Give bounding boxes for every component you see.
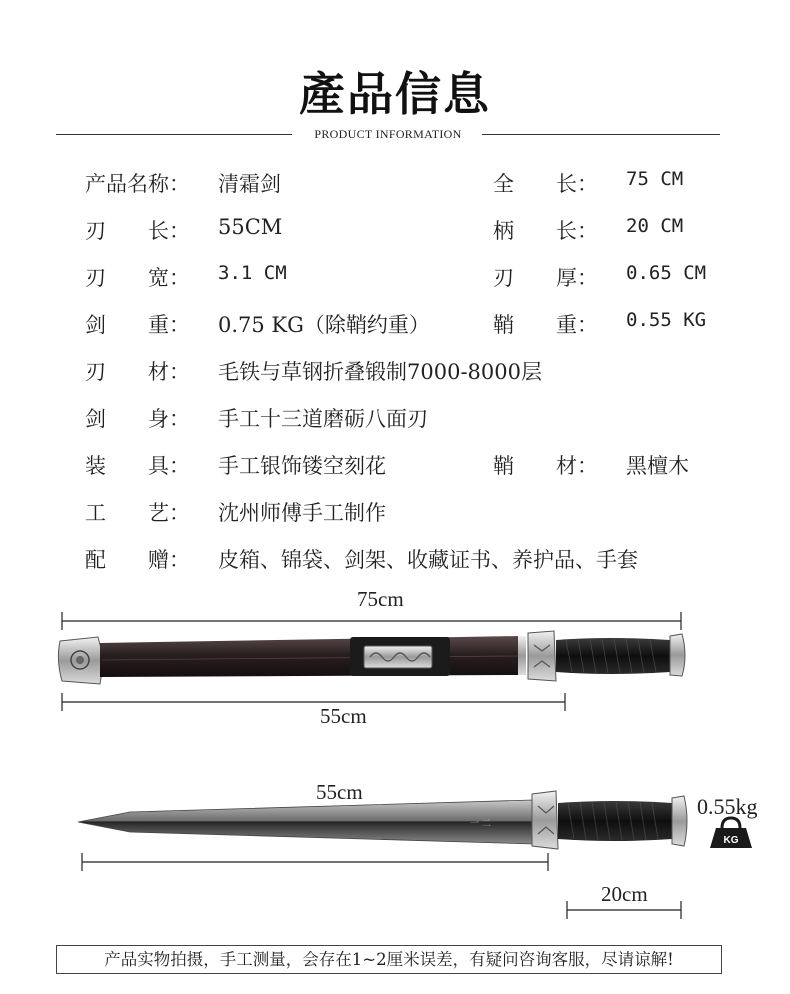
scabbard-weight-label: 鞘 重：: [493, 313, 598, 337]
blade-length-label: 刃 长：: [85, 219, 190, 243]
blade-length-value: 55CM: [218, 215, 283, 239]
gifts-value: 皮箱、锦袋、剑架、收藏证书、养护品、手套: [218, 548, 638, 572]
scabbard-length-dimension: [62, 693, 565, 711]
scabbard-length-label: 55cm: [320, 704, 367, 728]
sword-body-label: 剑 身：: [85, 407, 190, 431]
craft-label: 工 艺：: [85, 501, 190, 525]
scabbard-material-value: 黑檀木: [626, 454, 689, 478]
handle-length-value: 20 CM: [626, 215, 684, 237]
blade-material-label: 刃 材：: [85, 360, 190, 384]
page-subtitle: PRODUCT INFORMATION: [314, 127, 462, 141]
blade-width-value: 3.1 CM: [218, 262, 287, 284]
svg-text:一 二: 一 二: [470, 819, 491, 829]
weight-icon: [710, 818, 752, 848]
sword-weight-value: 0.75 KG（除鞘约重）: [218, 313, 430, 337]
sword-body-value: 手工十三道磨砺八面刃: [218, 407, 428, 431]
weight-icon-label: KG: [723, 835, 739, 846]
blade-length-dimension: [82, 853, 548, 871]
name-label: 产品名称：: [85, 172, 190, 196]
unsheathed-sword-image: [78, 791, 687, 849]
gifts-label: 配 赠：: [85, 548, 190, 572]
craft-value: 沈州师傅手工制作: [218, 501, 386, 525]
handle-length-label: 柄 长：: [493, 219, 598, 243]
scabbard-material-label: 鞘 材：: [493, 454, 598, 478]
scabbard-weight-value: 0.55 KG: [626, 309, 707, 331]
sword-weight-label: 剑 重：: [85, 313, 190, 337]
fittings-value: 手工银饰镂空刻花: [218, 454, 386, 478]
total-length-label: 全 长：: [493, 172, 598, 196]
fittings-label: 装 具：: [85, 454, 190, 478]
total-length-value: 75 CM: [626, 168, 684, 190]
blade-length-label: 55cm: [316, 780, 363, 804]
blade-material-value: 毛铁与草钢折叠锻制7000-8000层: [218, 360, 542, 384]
total-length-dimension: [62, 612, 681, 630]
handle-length-label: 20cm: [601, 882, 648, 906]
total-length-label: 75cm: [357, 587, 404, 611]
blade-width-label: 刃 宽：: [85, 266, 190, 290]
blade-thickness-value: 0.65 CM: [626, 262, 707, 284]
weight-label: 0.55kg: [697, 794, 758, 819]
blade-thickness-label: 刃 厚：: [493, 266, 598, 290]
name-value: 清霜剑: [218, 172, 281, 196]
disclaimer-note: 产品实物拍摄，手工测量，会存在1~2厘米误差，有疑问咨询客服，尽请谅解!: [56, 945, 722, 974]
sheathed-sword-image: [58, 631, 685, 684]
page-title: 產品信息: [299, 67, 491, 121]
